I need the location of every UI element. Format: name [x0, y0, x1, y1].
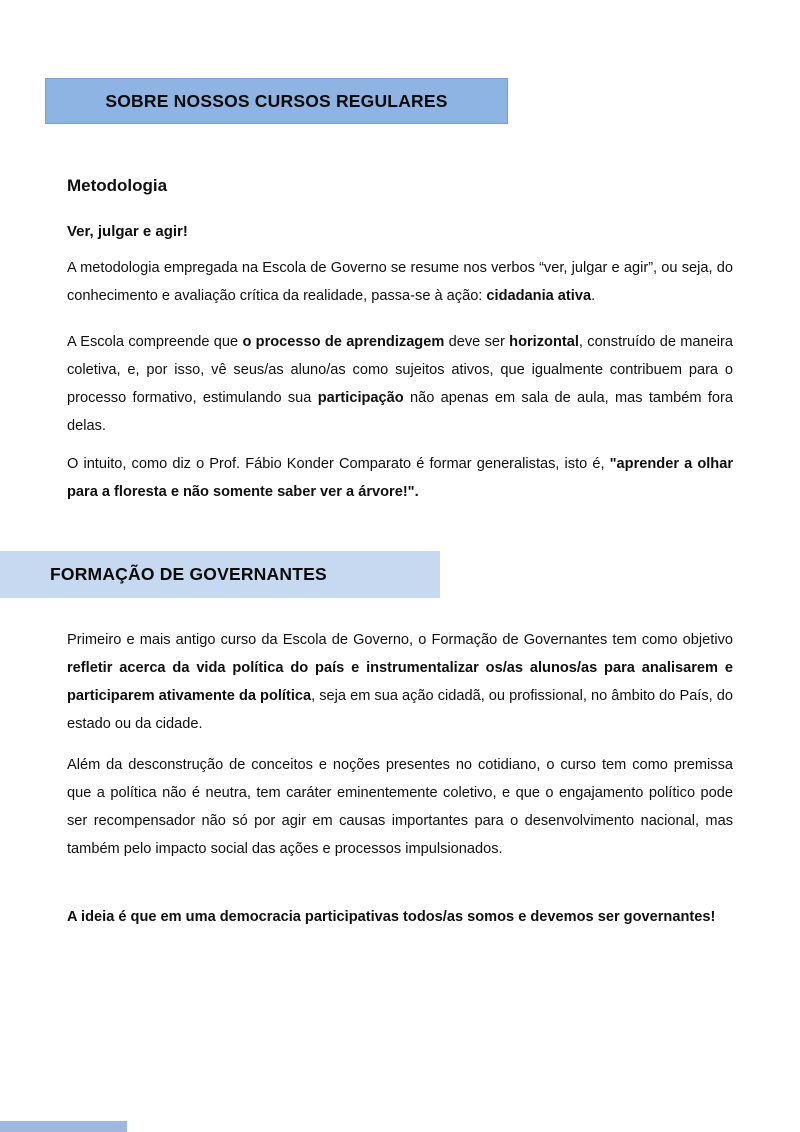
paragraph-metodologia-1: A metodologia empregada na Escola de Governo se resume nos verbos “ver, julgar e agir”, ou seja, do conhecimento e avaliação crítica da realidade, passa-se à ação: cidadania ativa. [67, 260, 733, 304]
section-banner-formacao-governantes [0, 551, 440, 598]
section-banner-title: FORMAÇÃO DE GOVERNANTES [50, 564, 327, 584]
metodologia-heading: Metodologia [67, 176, 168, 195]
paragraph-formacao-3: A ideia é que em uma democracia participativas todos/as somos e devemos ser governantes! [67, 909, 716, 925]
paragraph-formacao-1: Primeiro e mais antigo curso da Escola de Governo, o Formação de Governantes tem como objetivo refletir acerca da vida política do país e instrumentalizar os/as alunos/as para analisarem e participarem ativamente da política, seja em sua ação cidadã, ou profissional, no âmbito do País, do estado ou da cidade. [67, 632, 734, 732]
section-banner-title: SOBRE NOSSOS CURSOS REGULARES [105, 90, 448, 111]
metodologia-subheading: Ver, julgar e agir! [67, 223, 188, 240]
next-section-banner-fragment [0, 1121, 127, 1132]
paragraph-metodologia-3: O intuito, como diz o Prof. Fábio Konder Comparato é formar generalistas, isto é, "aprender a olhar para a floresta e não somente saber ver a árvore!". [67, 456, 733, 500]
section-banner-cursos-regulares [45, 78, 508, 124]
paragraph-metodologia-2: A Escola compreende que o processo de aprendizagem deve ser horizontal, construído de maneira coletiva, e, por isso, vê seus/as aluno/as como sujeitos ativos, que igualmente contribuem para o processo formativo, estimulando sua participação não apenas em sala de aula, mas também fora delas. [67, 334, 733, 434]
paragraph-formacao-2: Além da desconstrução de conceitos e noções presentes no cotidiano, o curso tem como premissa que a política não é neutra, tem caráter eminentemente coletivo, e que o engajamento político pode ser recompensador não só por agir em causas importantes para o desenvolvimento nacional, mas também pelo impacto social das ações e processos impulsionados. [67, 757, 733, 857]
